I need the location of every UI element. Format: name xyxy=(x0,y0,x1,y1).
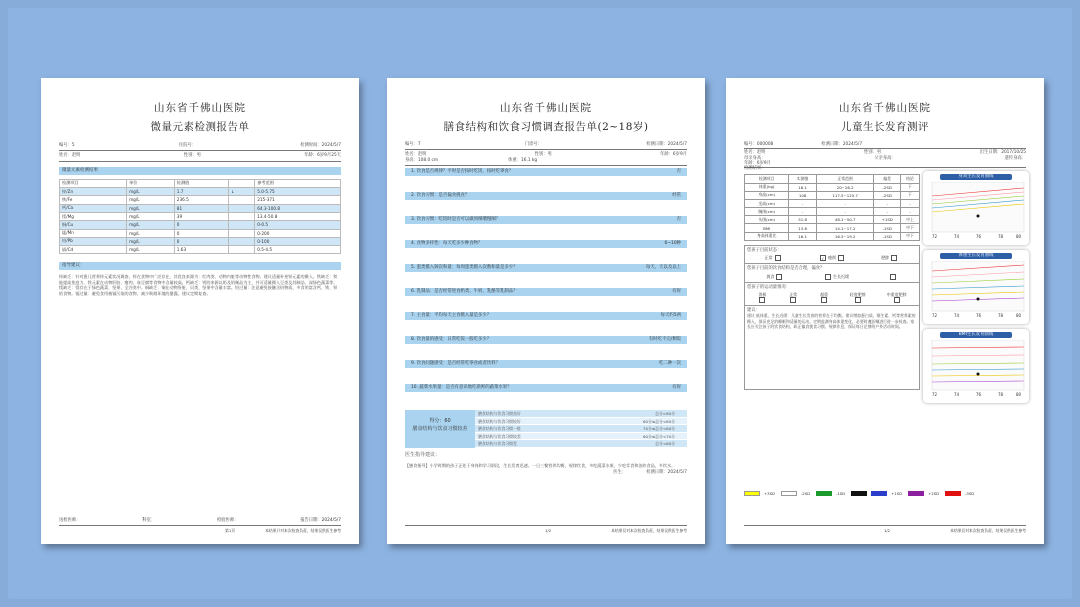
info-row-1: 编号：5 住院号： 检测时间：2024/5/7 xyxy=(59,143,341,148)
question-note xyxy=(405,345,687,358)
bmi-data-point xyxy=(977,373,980,376)
checkbox[interactable] xyxy=(890,274,896,280)
score-level-row: 膳食结构与饮食习惯较好 60分≤总分<80分 xyxy=(475,418,687,426)
score-summary: 膳食结构与饮食习惯较差 xyxy=(412,426,468,433)
table-row: 头围(cm) 51.8 48.1~50.7 +1SD 中上 xyxy=(745,216,920,224)
score-level-row: 膳食结构与饮食习惯差 总分<60分 xyxy=(475,440,687,448)
page-footer: 1/2 本结果仅对本次检查负责，结果仅供医生参考 xyxy=(405,525,687,534)
growth-results xyxy=(744,166,920,390)
question-answer: 吃二种一次 xyxy=(659,361,681,367)
legend-swatch xyxy=(781,491,797,496)
legend-swatch xyxy=(744,491,760,496)
question-bar xyxy=(405,240,687,248)
table-row: 铅/Pb mg/L 0 0-100 xyxy=(60,237,341,245)
result-table xyxy=(59,179,341,255)
svg-text:74: 74 xyxy=(954,234,960,239)
doctor-sign: 医生： 检测日期：2024/5/7 xyxy=(613,470,687,476)
score-box xyxy=(405,410,687,448)
bmi-growth-chart: BMI生长发育曲线 72 74 76 78 80 xyxy=(923,329,1029,403)
question-answer: 毎天，天以及以上 xyxy=(645,265,681,271)
info-row-2: 姓名：赵明 性别：男 年龄：6岁9月 xyxy=(405,152,687,158)
table-row: 镁/Mg mg/L 39 13.4-50.8 xyxy=(60,212,341,220)
question-answer: 有时 xyxy=(672,385,681,391)
question-note xyxy=(405,273,687,286)
height-chart-plot xyxy=(926,182,1026,240)
question-bar xyxy=(405,192,687,200)
section-header: 微量元素检测结果 xyxy=(59,167,341,175)
doctor-advice-text: 【膳食指导】小学时期的孩子正处于身体和学习阶段，生长发育迅速。一日三餐营养均衡，规律饮食，多吃蔬菜水果，少吃零食和油炸食品，多饮水。 xyxy=(405,462,676,468)
svg-text:78: 78 xyxy=(998,392,1004,397)
weight-growth-chart: 体重生长发育曲线 72 74 76 78 80 xyxy=(923,250,1029,324)
svg-text:72: 72 xyxy=(932,234,938,239)
checkbox[interactable] xyxy=(759,297,765,303)
question-text: 7. 主食量：平均每天主食摄入量是多少？ xyxy=(411,313,492,319)
question-text: 2. 饮食习惯：是否偏食挑食？ xyxy=(411,193,470,199)
doctor-advice-title: 医生指导建议： xyxy=(405,452,441,459)
question-note xyxy=(405,321,687,334)
page-footer: 1/2 本结果仅对本次检查负责，结果仅供医生参考 xyxy=(744,525,1026,534)
checkbox-checked[interactable]: ✓ xyxy=(821,256,825,262)
legend-swatch xyxy=(851,491,867,496)
question-note xyxy=(405,177,687,190)
table-row: 体重(kg) 16.1 20~26.2 -2SD 下 xyxy=(745,183,920,191)
report-title: 微量元素检测报告单 xyxy=(150,121,250,133)
height-growth-chart: 身高生长发育曲线 72 74 76 78 80 xyxy=(923,171,1029,245)
question-bar xyxy=(405,360,687,368)
question-answer: 6~10种 xyxy=(664,241,681,247)
question-text: 10. 蔬菜水果量：是否有意识地吃新鲜的蔬菜水果？ xyxy=(411,385,512,391)
svg-text:80: 80 xyxy=(1016,313,1022,318)
info-row-2: 姓名：赵明 性别：男 年龄：6岁9月25天 xyxy=(59,153,341,159)
hospital-name: 山东省千佛山医院 xyxy=(500,102,592,114)
question-note xyxy=(405,369,687,382)
growth-table xyxy=(744,174,920,241)
table-row: 锰/Mn mg/L 0 0-200 xyxy=(60,229,341,237)
question-note xyxy=(405,297,687,310)
score-level-row: 膳食结构与饮食习惯良好 总分>80分 xyxy=(475,410,687,418)
question-bar xyxy=(405,264,687,272)
checkbox[interactable] xyxy=(825,274,831,280)
question-bar xyxy=(405,168,687,176)
report-title: 儿童生长发育测评 xyxy=(841,121,929,133)
weight-data-point xyxy=(977,298,980,301)
diet-question: 您孩子目前的饮食结构是否合理，偏食？ 挑食 生长迟缓 xyxy=(744,264,920,282)
svg-text:76: 76 xyxy=(976,392,982,397)
svg-text:74: 74 xyxy=(954,313,960,318)
question-text: 8. 饮食量的感受：日常吃饭一般吃多少？ xyxy=(411,337,492,343)
question-answer: 经常 xyxy=(672,193,681,199)
question-note xyxy=(405,201,687,214)
activity-question: 您孩子的运动量情况： 消极 正常 超重 轻度肥胖 中重度肥胖 xyxy=(744,283,920,306)
table-row: BMI 13.8 14.1~17.2 -1SD 中下 xyxy=(745,224,920,232)
checkbox[interactable] xyxy=(855,297,861,303)
question-answer: 否 xyxy=(676,217,681,223)
table-header-row: 检测项目 单位 检测值 参考范围 xyxy=(60,179,341,187)
question-text: 6. 乳制品：是否经常进食奶类、牛奶、乳酪等乳制品？ xyxy=(411,289,518,295)
table-header-row: 检测项目 实测值 正常范围 偏差 结论 xyxy=(745,175,920,183)
info-row-1: 编号：000008 检测日期：2024/5/7 xyxy=(744,142,863,147)
question-text: 9. 饮食问题感受：是否经常吃零食或者饮料？ xyxy=(411,361,501,367)
info-row-2: 姓名：赵明 性别：男 出生日期：2017/10/25 xyxy=(744,150,1026,156)
report-footer: 送检医师： 科室： 检验医师： 报告日期：2024/5/7 第1页 本结果只对本次检查负责，结果仅供医生参考 xyxy=(59,518,341,533)
question-bar xyxy=(405,216,687,224)
advice-text: 锌缺乏：针对患儿营养锌元素状况调查，锌在食物中广泛存在，其优良来源为：红肉类、动物内脏等动物性食物。建议适量补充锌元素的摄入。铁缺乏：铁能提高免疫力，铁元素在动物肝脏、瘦肉、血豆腐等食物中含量较高。钙缺乏：钙的来源以奶及奶制品为主，并可适量摄入豆类及其制品、深绿色蔬菜等。镁缺乏：镁存在于绿色蔬菜、坚果、全谷类中。铜缺乏：铜在动物肝脏、贝类、坚果中含量丰富。铅过量：注意避免接触含铅物质，多食用富含钙、铁、锌的食物。镉过量：避免食用被镉污染的食物，减少吸烟环境的暴露，建议定期复查。 xyxy=(59,274,338,296)
trace-element-report-page xyxy=(41,78,359,544)
results-title: 检测结果： xyxy=(744,166,766,171)
question-text: 4. 食物多样性：每天吃多少种食物？ xyxy=(411,241,483,247)
advice-box: 建议： 建议 低体重、生长迟缓：儿童生长发育的营养在于均衡。建议增加蛋白质、维生素、钙等营养素的摄入，保证充足的睡眠和适量的运动。定期监测身高体重变化，必要时遵医嘱进行进一步检查。家长应关注孩子的饮食结构，纠正偏食挑食习惯，规律作息，保证每日足够的户外活动时间。 xyxy=(744,306,920,390)
advice-header: 指导建议： xyxy=(59,262,341,270)
score-level-row: 膳食结构与饮食习惯一般 70分≤总分<80分 xyxy=(475,425,687,433)
legend-swatch xyxy=(871,491,887,496)
checkbox[interactable] xyxy=(891,255,897,261)
height-data-point xyxy=(977,215,980,218)
info-row-4: 年龄：6岁9月 xyxy=(744,161,771,167)
info-row-1: 编号：7 门诊号： 检测日期：2024/5/7 xyxy=(405,142,687,147)
svg-text:80: 80 xyxy=(1016,234,1022,239)
legend-swatch xyxy=(945,491,961,496)
table-row: 铜/Cu mg/L 0 0-0.5 xyxy=(60,221,341,229)
diet-survey-report-page xyxy=(387,78,705,544)
question-text: 5. 蛋类摄入频次和量：每周蛋类摄入次数和量是多少？ xyxy=(411,265,518,271)
score-level-row: 膳食结构与饮食习惯较差 60分≤总分<70分 xyxy=(475,433,687,441)
question-bar xyxy=(405,312,687,320)
checkbox[interactable] xyxy=(894,297,900,303)
table-row: 身高(cm) 108 117.5~125.7 -2SD 下 xyxy=(745,191,920,199)
table-row: 镉/Cd mg/L 1.63 0.5-4.5 xyxy=(60,246,341,254)
info-row-3: 母亲身高： 父亲身高： 遗传身高： xyxy=(744,155,1026,161)
growth-assessment-page xyxy=(726,78,1044,544)
bmi-chart-plot xyxy=(926,340,1026,398)
score-value: 得分：60 xyxy=(429,418,451,425)
checkbox[interactable] xyxy=(775,255,781,261)
legend-swatch xyxy=(908,491,924,496)
question-bar xyxy=(405,288,687,296)
question-bar xyxy=(405,336,687,344)
svg-text:74: 74 xyxy=(954,392,960,397)
question-note xyxy=(405,249,687,262)
question-list xyxy=(387,168,705,406)
table-row: 身高体重比 16.1 16.5~19.2 -1SD 中下 xyxy=(745,232,920,240)
hospital-name: 山东省千佛山医院 xyxy=(154,102,246,114)
svg-text:72: 72 xyxy=(932,392,938,397)
checkbox[interactable] xyxy=(790,297,796,303)
svg-text:80: 80 xyxy=(1016,392,1022,397)
question-note xyxy=(405,393,687,406)
checkbox[interactable] xyxy=(776,274,782,280)
legend-swatch xyxy=(816,491,832,496)
hospital-name: 山东省千佛山医院 xyxy=(839,102,931,114)
svg-text:72: 72 xyxy=(932,313,938,318)
question-text: 1. 饮食是否规律？平时是否按时吃饭，按时吃零食？ xyxy=(411,169,514,175)
growth-charts xyxy=(923,171,1029,408)
svg-text:78: 78 xyxy=(998,234,1004,239)
question-note xyxy=(405,225,687,238)
weight-chart-plot xyxy=(926,261,1026,319)
svg-text:76: 76 xyxy=(976,313,982,318)
question-answer: 有时 xyxy=(672,289,681,295)
question-answer: 每天约5两 xyxy=(660,313,681,319)
question-answer: 有时吃不完/剩饭 xyxy=(648,337,681,343)
table-row: 锌/Zn mg/L 1.7 ↓ 5.0-5.75 xyxy=(60,188,341,196)
info-row-3: 身高：108.0 cm 体重：16.1 kg xyxy=(405,157,538,163)
svg-text:78: 78 xyxy=(998,313,1004,318)
svg-text:76: 76 xyxy=(976,234,982,239)
sd-legend: +3SD -2SD -1SD +1SD +2SD -3SD xyxy=(744,491,1026,496)
table-row: 坐高(cm) - - - - xyxy=(745,199,920,207)
table-row: 胸围(cm) - - - - xyxy=(745,208,920,216)
status-question: 您孩子目前状态： 正常 ✓ 瘦削 肥胖 xyxy=(744,245,920,264)
question-answer: 否 xyxy=(676,169,681,175)
checkbox[interactable] xyxy=(821,297,827,303)
table-row: 铁/Fe mg/L 236.5 215-371 xyxy=(60,196,341,204)
report-title: 膳食结构和饮食习惯调查报告单(2~18岁) xyxy=(443,121,649,133)
question-text: 3. 饮食习惯：吃饭时是否可以做到细嚼慢咽？ xyxy=(411,217,501,223)
checkbox[interactable] xyxy=(838,255,844,261)
table-row: 钙/Ca mg/L 81 64.3-100.8 xyxy=(60,204,341,212)
question-bar xyxy=(405,384,687,392)
